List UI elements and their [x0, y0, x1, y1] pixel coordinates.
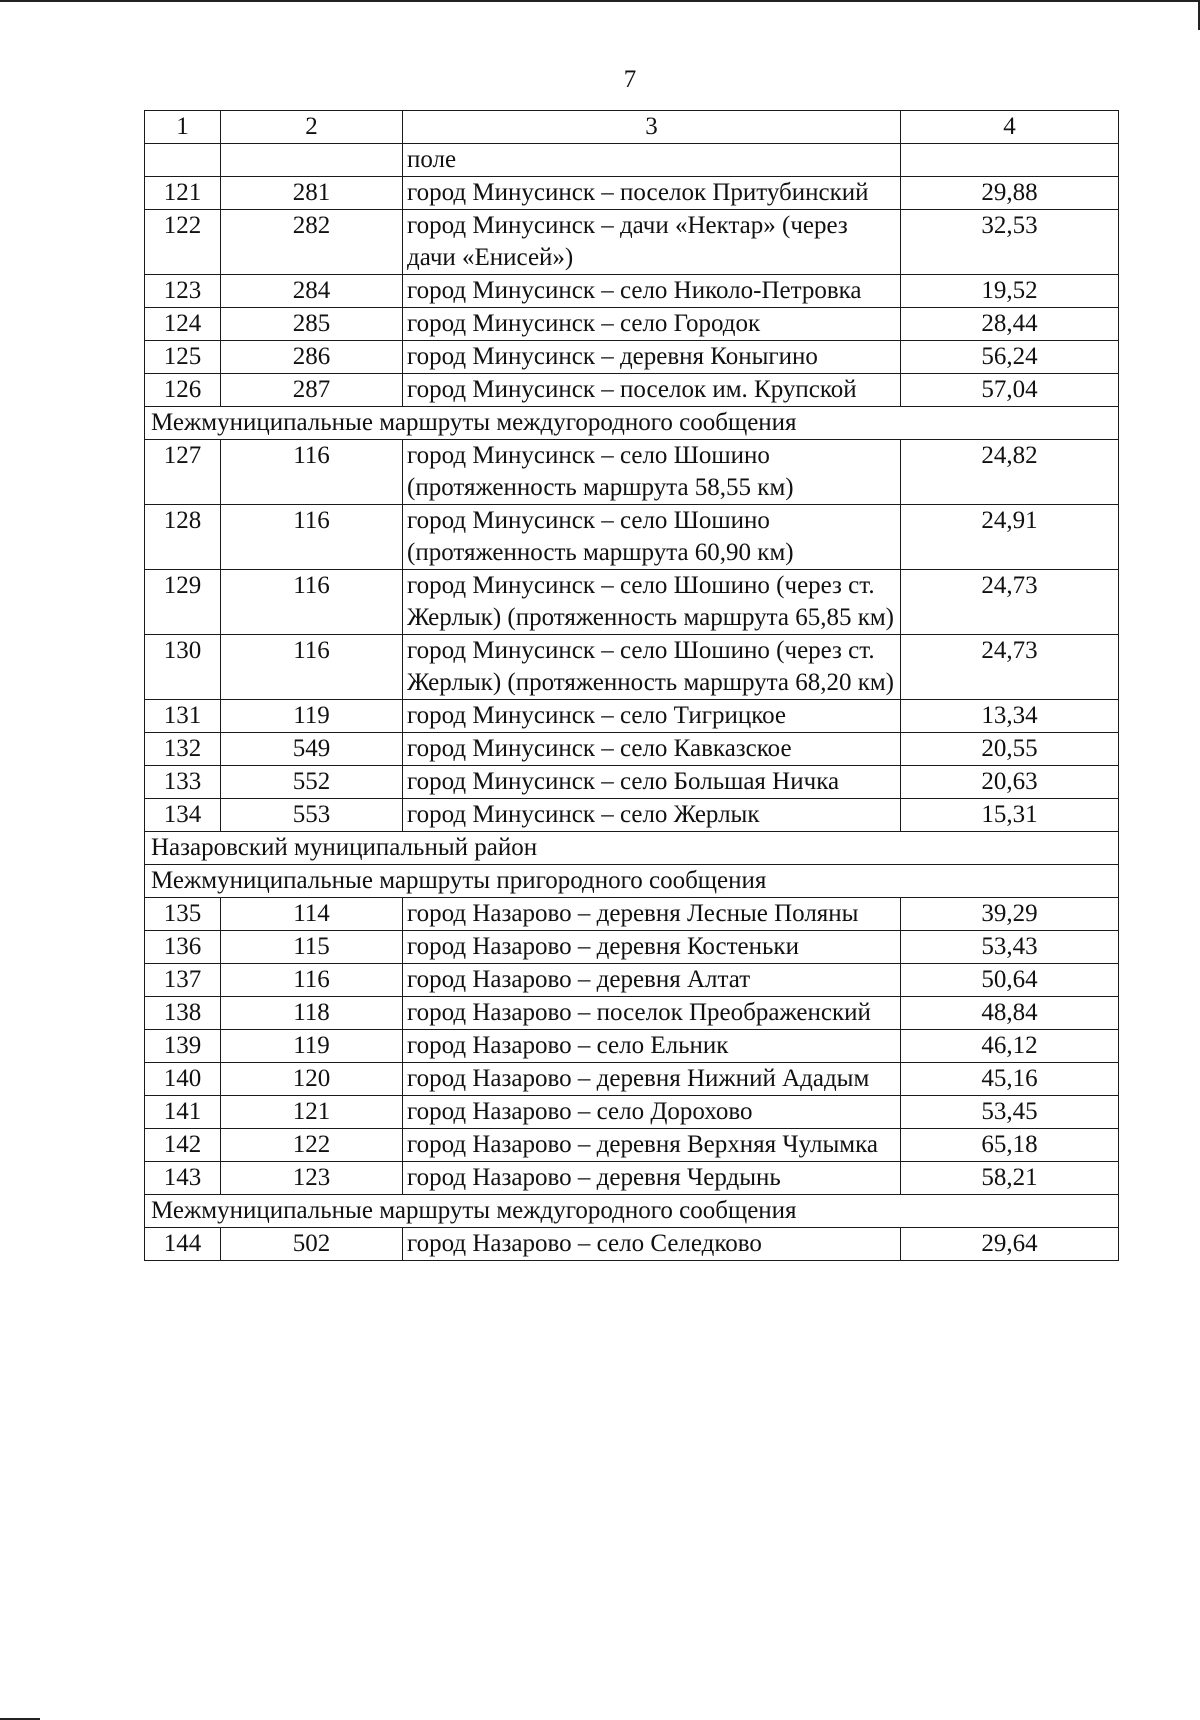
table-row [145, 1030, 1119, 1063]
table-row [145, 898, 1119, 931]
route-name: город Назарово – село Селедково [403, 1228, 901, 1261]
route-name: город Минусинск – село Жерлык [403, 799, 901, 832]
row-number: 143 [145, 1162, 221, 1195]
page-number: 7 [623, 66, 637, 93]
route-name: поле [403, 144, 901, 177]
route-value: 58,21 [901, 1162, 1119, 1195]
row-number: 133 [145, 766, 221, 799]
route-code: 122 [221, 1129, 403, 1162]
row-number: 124 [145, 308, 221, 341]
section-heading: Межмуниципальные маршруты междугородного сообщения [145, 407, 1119, 440]
route-value: 48,84 [901, 997, 1119, 1030]
route-code: 549 [221, 733, 403, 766]
column-header: 3 [403, 111, 901, 144]
row-number: 125 [145, 341, 221, 374]
route-value: 20,63 [901, 766, 1119, 799]
route-name: город Назарово – деревня Костеньки [403, 931, 901, 964]
section-heading-row [145, 865, 1119, 898]
route-code: 287 [221, 374, 403, 407]
row-number: 144 [145, 1228, 221, 1261]
route-code: 282 [221, 210, 403, 275]
route-value: 13,34 [901, 700, 1119, 733]
route-code: 123 [221, 1162, 403, 1195]
route-code: 553 [221, 799, 403, 832]
route-name: город Назарово – село Ельник [403, 1030, 901, 1063]
route-value: 56,24 [901, 341, 1119, 374]
row-number: 136 [145, 931, 221, 964]
row-number: 131 [145, 700, 221, 733]
row-number: 141 [145, 1096, 221, 1129]
table-row [145, 1162, 1119, 1195]
column-header: 4 [901, 111, 1119, 144]
route-code: 116 [221, 505, 403, 570]
table-row [145, 700, 1119, 733]
route-code: 118 [221, 997, 403, 1030]
row-number: 128 [145, 505, 221, 570]
route-code: 114 [221, 898, 403, 931]
table-row [145, 275, 1119, 308]
route-code: 115 [221, 931, 403, 964]
route-code: 116 [221, 635, 403, 700]
table-row [145, 341, 1119, 374]
route-value: 19,52 [901, 275, 1119, 308]
route-value: 24,91 [901, 505, 1119, 570]
route-name: город Минусинск – село Тигрицкое [403, 700, 901, 733]
table-row [145, 1228, 1119, 1261]
route-code: 281 [221, 177, 403, 210]
route-code: 502 [221, 1228, 403, 1261]
route-value: 39,29 [901, 898, 1119, 931]
route-name: город Минусинск – село Шошино (протяженность маршрута 58,55 км) [403, 440, 901, 505]
table-row [145, 1063, 1119, 1096]
route-name: город Минусинск – село Большая Ничка [403, 766, 901, 799]
row-number: 127 [145, 440, 221, 505]
table-row [145, 766, 1119, 799]
row-number: 123 [145, 275, 221, 308]
row-number: 121 [145, 177, 221, 210]
route-name: город Минусинск – село Кавказское [403, 733, 901, 766]
table-row [145, 210, 1119, 275]
route-code: 116 [221, 440, 403, 505]
route-value: 65,18 [901, 1129, 1119, 1162]
route-value: 28,44 [901, 308, 1119, 341]
table-row [145, 177, 1119, 210]
route-value: 50,64 [901, 964, 1119, 997]
route-name: город Назарово – село Дорохово [403, 1096, 901, 1129]
route-name: город Назарово – деревня Чердынь [403, 1162, 901, 1195]
route-value: 53,43 [901, 931, 1119, 964]
row-number: 122 [145, 210, 221, 275]
route-value: 20,55 [901, 733, 1119, 766]
route-name: город Назарово – деревня Алтат [403, 964, 901, 997]
route-code: 116 [221, 964, 403, 997]
route-name: город Минусинск – село Шошино (протяженность маршрута 60,90 км) [403, 505, 901, 570]
route-name: город Назарово – деревня Нижний Ададым [403, 1063, 901, 1096]
section-heading-row [145, 1195, 1119, 1228]
row-number: 142 [145, 1129, 221, 1162]
route-code [221, 144, 403, 177]
route-value: 32,53 [901, 210, 1119, 275]
route-value: 24,73 [901, 570, 1119, 635]
row-number: 140 [145, 1063, 221, 1096]
route-code: 119 [221, 1030, 403, 1063]
route-code: 120 [221, 1063, 403, 1096]
row-number: 137 [145, 964, 221, 997]
row-number: 130 [145, 635, 221, 700]
section-heading: Межмуниципальные маршруты пригородного сообщения [145, 865, 1119, 898]
table-row [145, 505, 1119, 570]
route-name: город Минусинск – село Николо-Петровка [403, 275, 901, 308]
route-name: город Минусинск – село Шошино (через ст. Жерлык) (протяженность маршрута 68,20 км) [403, 635, 901, 700]
route-value: 15,31 [901, 799, 1119, 832]
route-value [901, 144, 1119, 177]
table-row-continuation [145, 144, 1119, 177]
route-code: 552 [221, 766, 403, 799]
row-number: 134 [145, 799, 221, 832]
route-code: 121 [221, 1096, 403, 1129]
route-value: 46,12 [901, 1030, 1119, 1063]
row-number: 132 [145, 733, 221, 766]
route-value: 45,16 [901, 1063, 1119, 1096]
route-code: 285 [221, 308, 403, 341]
table-row [145, 1129, 1119, 1162]
route-code: 116 [221, 570, 403, 635]
row-number [145, 144, 221, 177]
row-number: 138 [145, 997, 221, 1030]
table-row [145, 308, 1119, 341]
row-number: 139 [145, 1030, 221, 1063]
row-number: 129 [145, 570, 221, 635]
table-row [145, 997, 1119, 1030]
route-name: город Назарово – деревня Верхняя Чулымка [403, 1129, 901, 1162]
table-row [145, 1096, 1119, 1129]
table-row [145, 931, 1119, 964]
column-header: 1 [145, 111, 221, 144]
route-value: 57,04 [901, 374, 1119, 407]
route-code: 286 [221, 341, 403, 374]
scan-border-top [0, 0, 1200, 2]
route-name: город Минусинск – поселок им. Крупской [403, 374, 901, 407]
route-value: 29,64 [901, 1228, 1119, 1261]
column-header: 2 [221, 111, 403, 144]
table-row [145, 964, 1119, 997]
section-heading: Межмуниципальные маршруты междугородного сообщения [145, 1195, 1119, 1228]
route-name: город Минусинск – поселок Притубинский [403, 177, 901, 210]
route-value: 53,45 [901, 1096, 1119, 1129]
route-name: город Назарово – деревня Лесные Поляны [403, 898, 901, 931]
table-row [145, 374, 1119, 407]
section-heading-row [145, 407, 1119, 440]
table-header-row [145, 111, 1119, 144]
section-heading: Назаровский муниципальный район [145, 832, 1119, 865]
route-value: 24,82 [901, 440, 1119, 505]
table-row [145, 440, 1119, 505]
route-code: 119 [221, 700, 403, 733]
route-value: 24,73 [901, 635, 1119, 700]
route-name: город Минусинск – село Шошино (через ст. Жерлык) (протяженность маршрута 65,85 км) [403, 570, 901, 635]
table-row [145, 635, 1119, 700]
row-number: 135 [145, 898, 221, 931]
route-value: 29,88 [901, 177, 1119, 210]
route-name: город Минусинск – село Городок [403, 308, 901, 341]
table-row [145, 799, 1119, 832]
route-name: город Минусинск – деревня Коныгино [403, 341, 901, 374]
row-number: 126 [145, 374, 221, 407]
routes-table [144, 110, 1119, 1261]
section-heading-row [145, 832, 1119, 865]
route-code: 284 [221, 275, 403, 308]
route-name: город Минусинск – дачи «Нектар» (через дачи «Енисей») [403, 210, 901, 275]
route-name: город Назарово – поселок Преображенский [403, 997, 901, 1030]
routes-table-body [145, 111, 1119, 1261]
table-row [145, 733, 1119, 766]
table-row [145, 570, 1119, 635]
